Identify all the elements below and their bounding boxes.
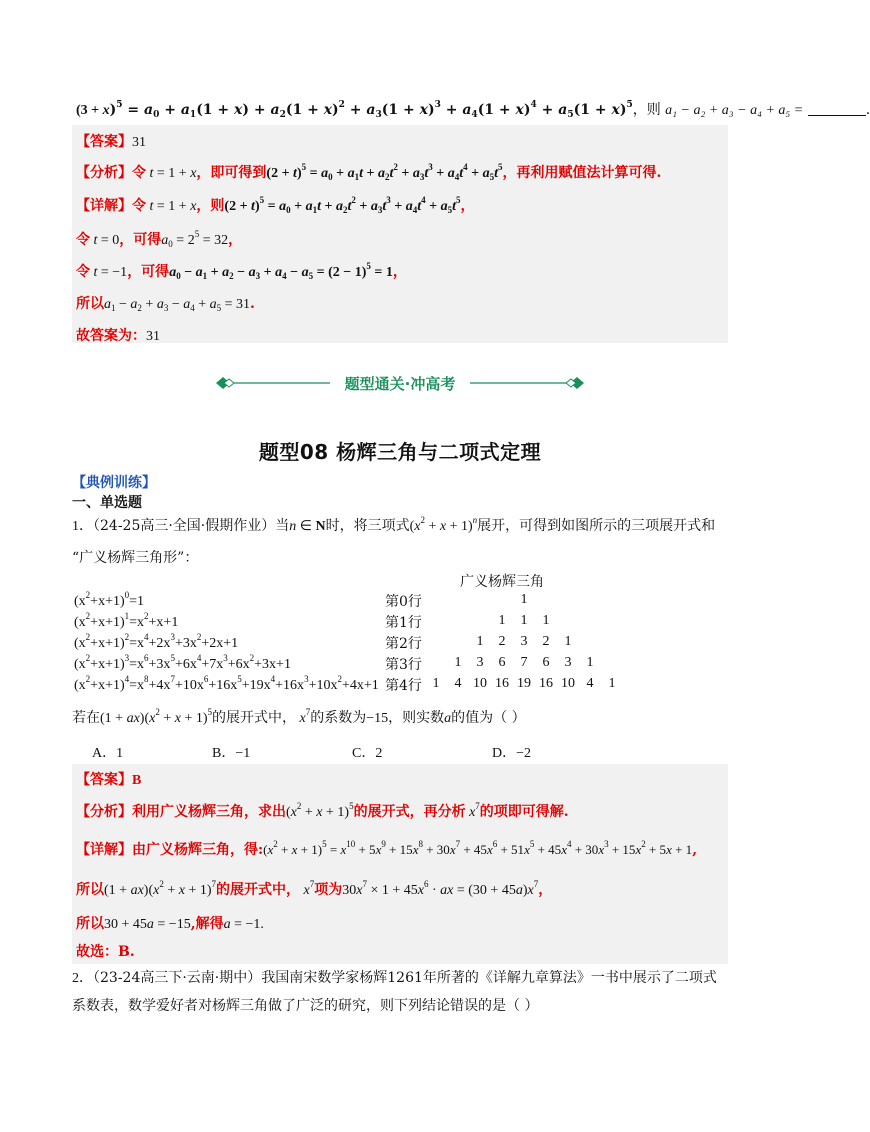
- triangle-number: 4: [454, 676, 462, 691]
- detail-line-1: 【详解】令 t = 1 + x，则$(2 + t)^5 = a_0 + a_1t + a_2t^2 + a_3t^3 + a_4t^4 + a_5t^5$，: [76, 195, 475, 215]
- analysis-line-2: 【分析】利用广义杨辉三角，求出$(x^2 + x + 1)^5$的展开式，再分析 $x^7$的项即可得解.: [76, 801, 569, 820]
- triangle-number: 3: [476, 655, 484, 670]
- answer-line-2: 【答案】B: [76, 772, 142, 788]
- triangle-number: 1: [542, 613, 550, 628]
- triangle-number: 3: [520, 634, 528, 649]
- triangle-number: 1: [520, 613, 528, 628]
- answer-line-1: 【答案】31: [76, 134, 146, 150]
- triangle-number: 6: [542, 655, 550, 670]
- row-label-2: 第2行: [385, 636, 422, 652]
- triangle-number: 16: [539, 676, 553, 691]
- triangle-number: 10: [473, 676, 487, 691]
- banner-label: 题型通关·冲高考: [344, 375, 456, 393]
- detail-line-2: 【详解】由广义杨辉三角，得$:(x^2 + x + 1)^5 = x^{10} + 5x^9 + 15x^8 + 30x^7 + 45x^6 + 51x^5 + 45x^4 + 30x^3 + 15x^2 + 5x + 1$,: [76, 839, 698, 858]
- step-line-3: 所以$a_1 - a_2 + a_3 - a_4 + a_5 = 31$.: [76, 296, 255, 313]
- step-line-2: 令 t = −1，可得$a_0 - a_1 + a_2 - a_3 + a_4 - a_5 = (2 - 1)^5 = 1$，: [76, 261, 407, 281]
- choice-c[interactable]: C．2: [352, 746, 383, 761]
- section-title: 题型08 杨辉三角与二项式定理: [258, 440, 542, 464]
- question-1-ask: 若在$(1 + ax)(x^2 + x + 1)^5$的展开式中， $x^7$的系数为−15，则实数a的值为（ ）: [72, 707, 526, 726]
- detail-line-3: 所以$(1 + ax)(x^2 + x + 1)^7$的展开式中， $x^7$项为$30x^7 \times 1 + 45x^6$ · ax = $(30 + 45a)x^7$，: [76, 879, 553, 898]
- row-label-4: 第4行: [385, 678, 422, 694]
- expansion-row-3: $(x^2+x+1)^3=x^6+3x^5+6x^4+7x^3+6x^2+3x+1$: [74, 653, 291, 672]
- triangle-number: 1: [498, 613, 506, 628]
- question-1-line-2: “广义杨辉三角形”：: [72, 550, 199, 566]
- triangle-number: 1: [586, 655, 594, 670]
- row-label-0: 第0行: [385, 594, 422, 610]
- choice-b[interactable]: B．−1: [212, 746, 251, 761]
- row-label-3: 第3行: [385, 657, 422, 673]
- triangle-number: 1: [432, 676, 440, 691]
- triangle-title: 广义杨辉三角: [460, 574, 544, 590]
- final-answer-2: 故选：B.: [76, 944, 135, 960]
- choice-d[interactable]: D．−2: [492, 746, 532, 761]
- triangle-number: 7: [520, 655, 528, 670]
- answer-blank: [808, 102, 866, 116]
- example-heading: 【典例训练】: [72, 475, 156, 491]
- choice-a[interactable]: A．1: [92, 746, 124, 761]
- detail-line-4: 所以30 + 45a = −15,解得a = −1.: [76, 916, 264, 932]
- triangle-number: 1: [608, 676, 616, 691]
- triangle-number: 2: [542, 634, 550, 649]
- triangle-number: 4: [586, 676, 594, 691]
- triangle-number: 3: [564, 655, 572, 670]
- triangle-number: 2: [498, 634, 506, 649]
- expansion-row-2: $(x^2+x+1)^2=x^4+2x^3+3x^2+2x+1$: [74, 632, 239, 651]
- triangle-number: 16: [495, 676, 509, 691]
- triangle-number: 1: [454, 655, 462, 670]
- top-problem-line: $(3 + x)^5 = a_0 + a_1(1 + x) + a_2(1 + x)^2 + a_3(1 + x)^3 + a_4(1 + x)^4 + a_5(1 + x)^5$，则 a₁ − a₂ + a₃ − a₄ + a₅ = .: [76, 100, 870, 120]
- row-label-1: 第1行: [385, 615, 422, 631]
- triangle-number: 1: [476, 634, 484, 649]
- triangle-number: 19: [517, 676, 531, 691]
- expansion-row-4: $(x^2+x+1)^4=x^8+4x^7+10x^6+16x^5+19x^4+16x^3+10x^2+4x+1$: [74, 674, 379, 693]
- expansion-row-0: $(x^2+x+1)^0=1$: [74, 590, 145, 609]
- step-line-1: 令 t = 0，可得$a_0 = 2^5 = 32$，: [76, 229, 243, 249]
- expansion-row-1: $(x^2+x+1)^1=x^2+x+1$: [74, 611, 179, 630]
- triangle-number: 1: [520, 592, 528, 607]
- analysis-line-1: 【分析】令 t = 1 + x，即可得到$(2 + t)^5 = a_0 + a_1t + a_2t^2 + a_3t^3 + a_4t^4 + a_5t^5$，再利用赋值法计算可得.: [76, 162, 662, 182]
- triangle-number: 1: [564, 634, 572, 649]
- subsection-heading: 一、单选题: [72, 495, 142, 511]
- question-2-line-2: 系数表，数学爱好者对杨辉三角做了广泛的研究，则下列结论错误的是（ ）: [72, 998, 539, 1014]
- triangle-number: 10: [561, 676, 575, 691]
- triangle-number: 6: [498, 655, 506, 670]
- question-1-line-1: 1．（24-25高三·全国·假期作业）当n ∈ N时，将三项式$(x^2 + x + 1)^n$展开，可得到如图所示的三项展开式和: [72, 515, 716, 534]
- question-2-line-1: 2．（23-24高三下·云南·期中）我国南宋数学家杨辉1261年所著的《详解九章算法》一书中展示了二项式: [72, 970, 717, 986]
- final-answer-1: 故答案为：31: [76, 328, 160, 344]
